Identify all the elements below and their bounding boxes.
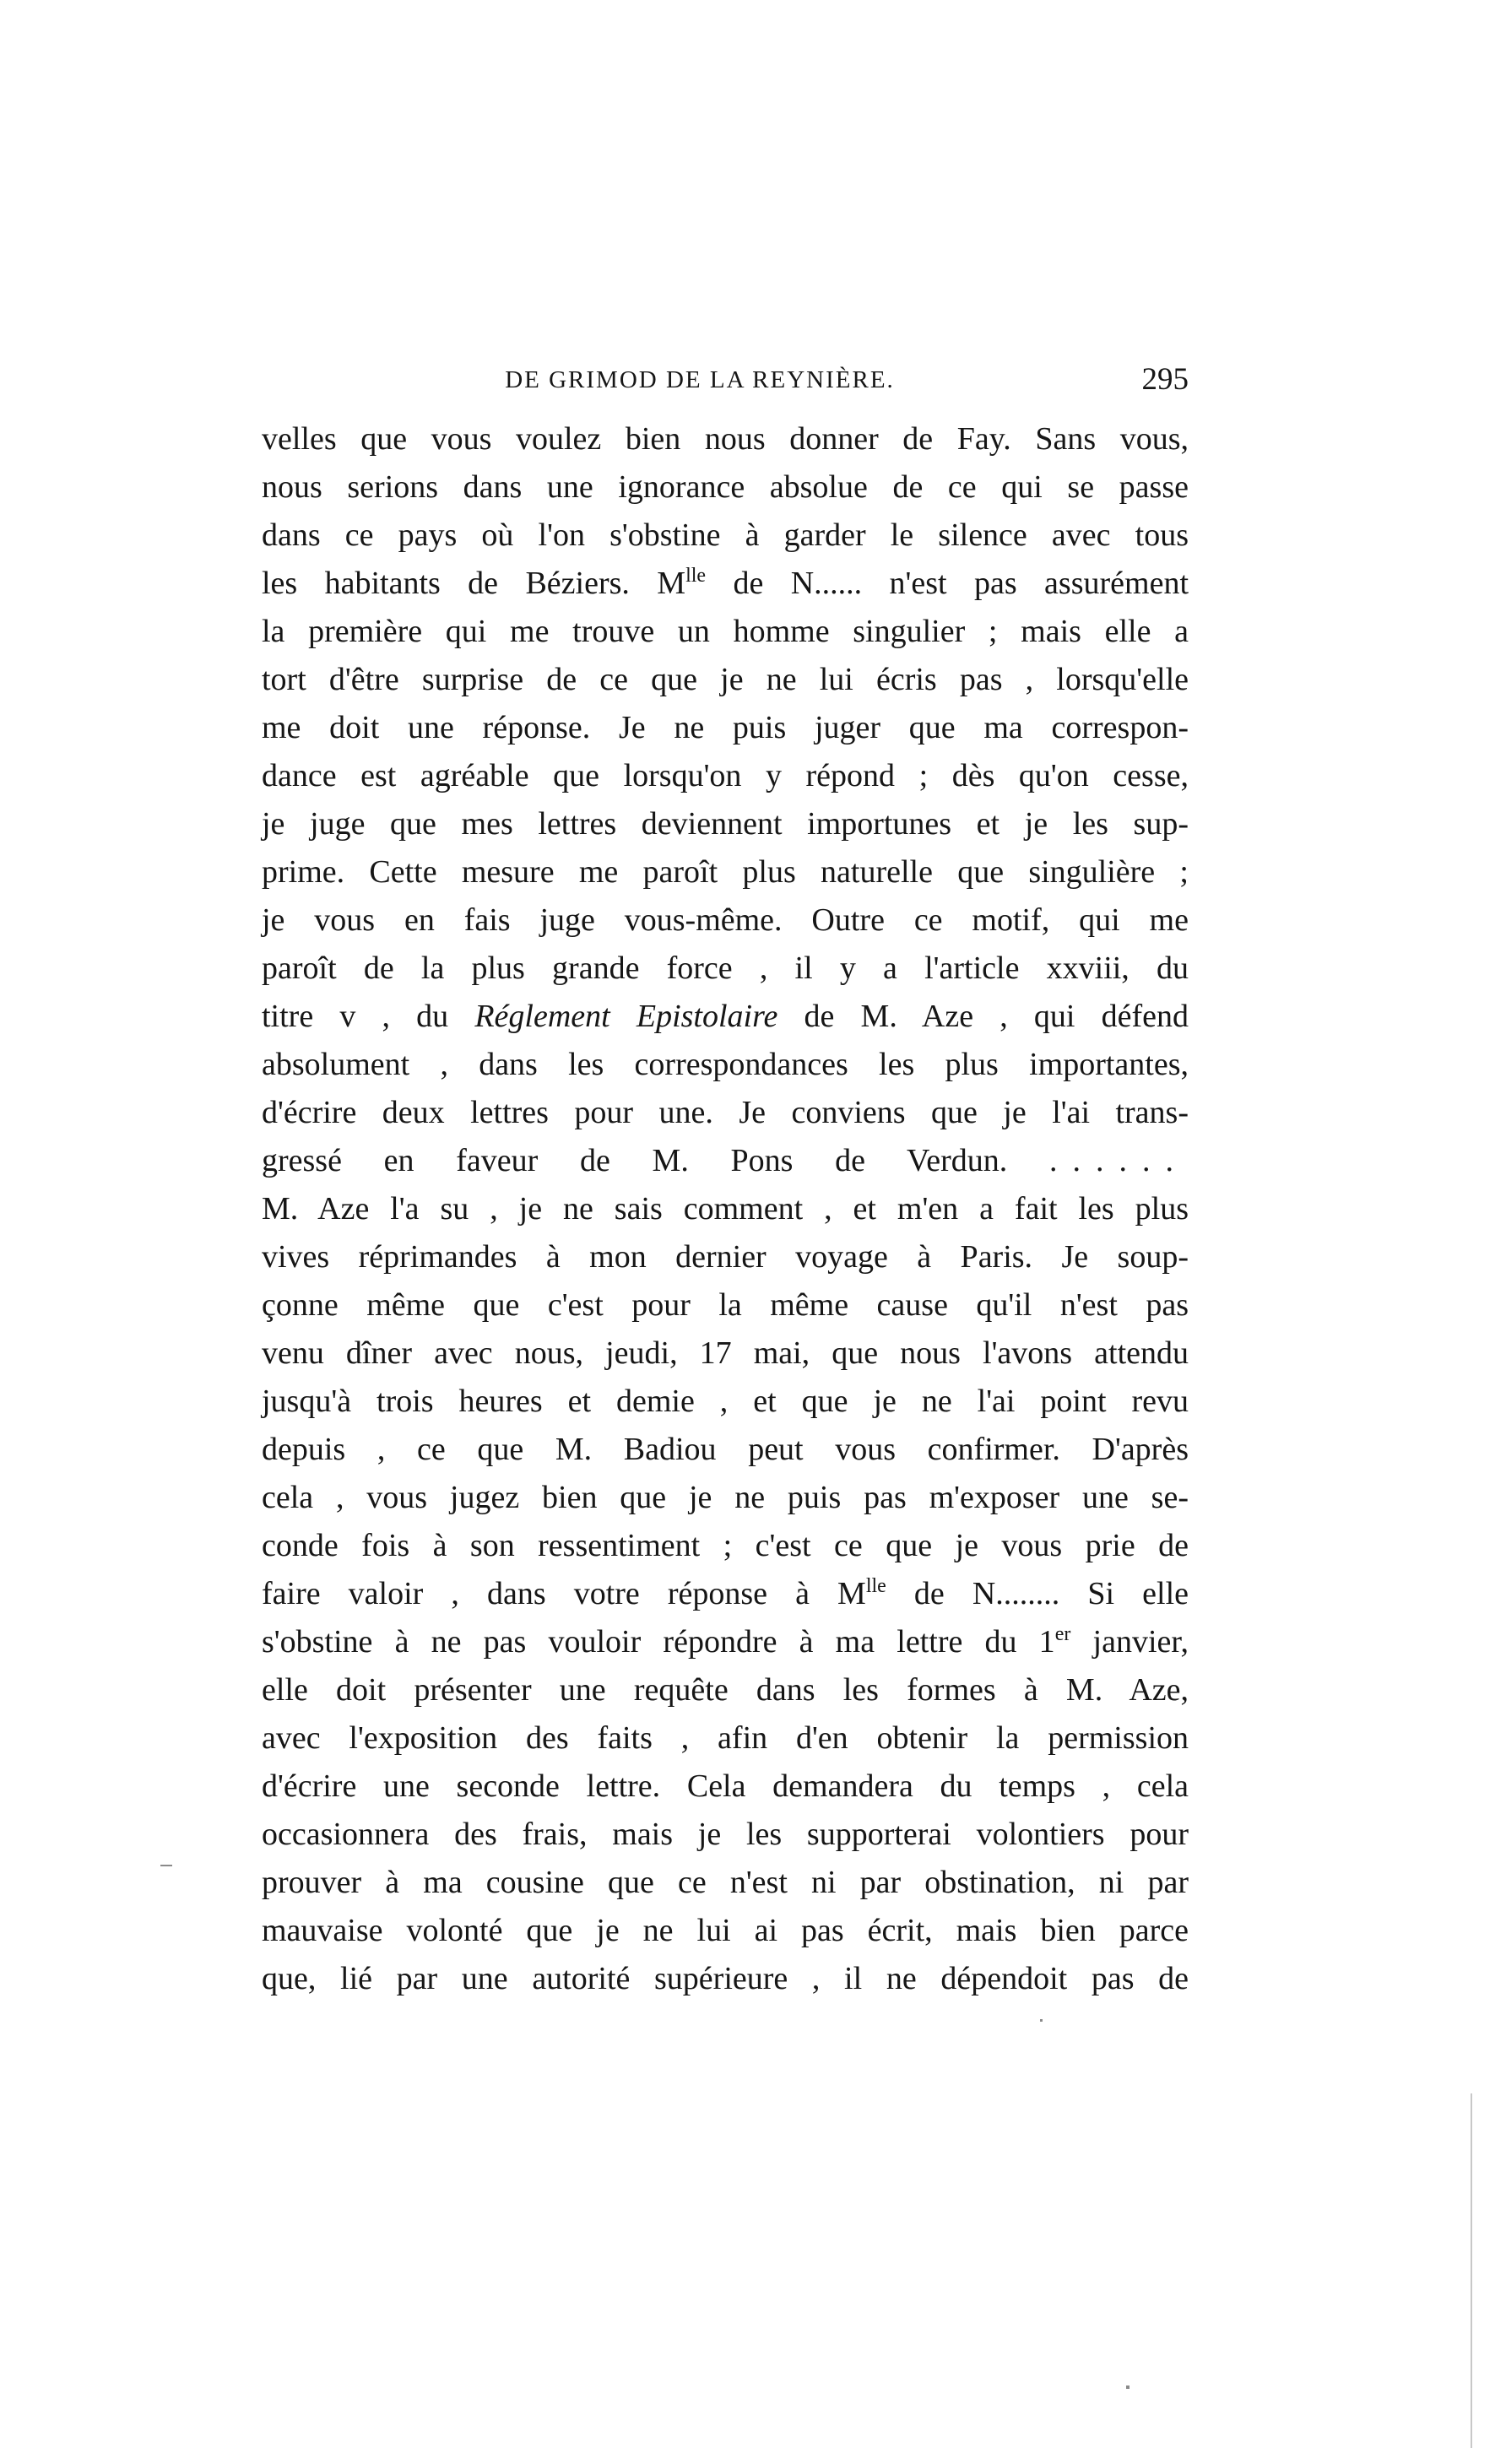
text-line: conde fois à son ressentiment ; c'est ce que je vous prie de	[262, 1528, 1189, 1563]
running-title: DE GRIMOD DE LA REYNIÈRE.	[505, 366, 895, 393]
text-line: avec l'exposition des faits , afin d'en obtenir la permission	[262, 1720, 1189, 1756]
scan-mark	[1126, 2385, 1130, 2389]
text-line: d'écrire une seconde lettre. Cela demandera du temps , cela	[262, 1768, 1189, 1804]
text-line: tort d'être surprise de ce que je ne lui écris pas , lorsqu'elle	[262, 662, 1189, 697]
text-line: je vous en fais juge vous-même. Outre ce motif, qui me	[262, 902, 1189, 938]
text-line: que, lié par une autorité supérieure , il ne dépendoit pas de	[262, 1961, 1189, 1996]
text-line: vives réprimandes à mon dernier voyage à Paris. Je soup-	[262, 1239, 1189, 1275]
text-line: venu dîner avec nous, jeudi, 17 mai, que nous l'avons attendu	[262, 1335, 1189, 1371]
text-line: cela , vous jugez bien que je ne puis pas m'exposer une se-	[262, 1480, 1189, 1515]
ellipsis-dots: ......	[1049, 1143, 1189, 1178]
text-line: nous serions dans une ignorance absolue de ce qui se passe	[262, 469, 1189, 505]
text-line: dans ce pays où l'on s'obstine à garder le silence avec tous	[262, 517, 1189, 553]
scan-mark	[1471, 2093, 1472, 2448]
text-line: paroît de la plus grande force , il y a l'article xxviii, du	[262, 950, 1189, 986]
text-line: occasionnera des frais, mais je les supporterai volontiers pour	[262, 1817, 1189, 1852]
text-line: prime. Cette mesure me paroît plus naturelle que singulière ;	[262, 854, 1189, 890]
text-line: je juge que mes lettres deviennent importunes et je les sup-	[262, 806, 1189, 842]
text-line: dance est agréable que lorsqu'on y répond ; dès qu'on cesse,	[262, 758, 1189, 793]
text-line: titre v , du Réglement Epistolaire de M. Aze , qui défend	[262, 999, 1189, 1034]
text-line: d'écrire deux lettres pour une. Je conviens que je l'ai trans-	[262, 1095, 1189, 1130]
text-line: s'obstine à ne pas vouloir répondre à ma lettre du 1er janvier,	[262, 1623, 1189, 1660]
scan-mark	[1040, 2019, 1043, 2022]
text-line: faire valoir , dans votre réponse à $M^{lle}$ de N........ Si elle	[262, 1575, 1189, 1611]
scan-mark	[160, 1865, 172, 1866]
superscript: lle	[865, 1575, 886, 1597]
text-line: M. Aze l'a su , je ne sais comment , et m'en a fait les plus	[262, 1191, 1189, 1227]
page-number: 295	[1141, 362, 1189, 397]
page-header	[262, 359, 1189, 401]
text-line: prouver à ma cousine que ce n'est ni par obstination, ni par	[262, 1865, 1189, 1900]
text-line: me doit une réponse. Je ne puis juger que ma correspon-	[262, 710, 1189, 745]
text-line: gressé en faveur de M. Pons de Verdun. ......	[262, 1143, 1189, 1178]
italic-title: Réglement Epistolaire	[474, 999, 778, 1034]
superscript: er	[1054, 1623, 1071, 1645]
text-line: elle doit présenter une requête dans les formes à M. Aze,	[262, 1672, 1189, 1708]
text-line: velles que vous voulez bien nous donner de Fay. Sans vous,	[262, 421, 1189, 457]
superscript: lle	[685, 565, 707, 587]
text-line: mauvaise volonté que je ne lui ai pas écrit, mais bien parce	[262, 1913, 1189, 1948]
text-line: la première qui me trouve un homme singulier ; mais elle a	[262, 614, 1189, 649]
text-line: les habitants de Béziers. $M^{lle}$ de N...... n'est pas assurément	[262, 565, 1189, 601]
text-line: absolument , dans les correspondances les plus importantes,	[262, 1047, 1189, 1082]
text-line: çonne même que c'est pour la même cause qu'il n'est pas	[262, 1287, 1189, 1323]
body-text	[262, 415, 1189, 2003]
text-line: jusqu'à trois heures et demie , et que je ne l'ai point revu	[262, 1384, 1189, 1419]
text-line: depuis , ce que M. Badiou peut vous confirmer. D'après	[262, 1432, 1189, 1467]
